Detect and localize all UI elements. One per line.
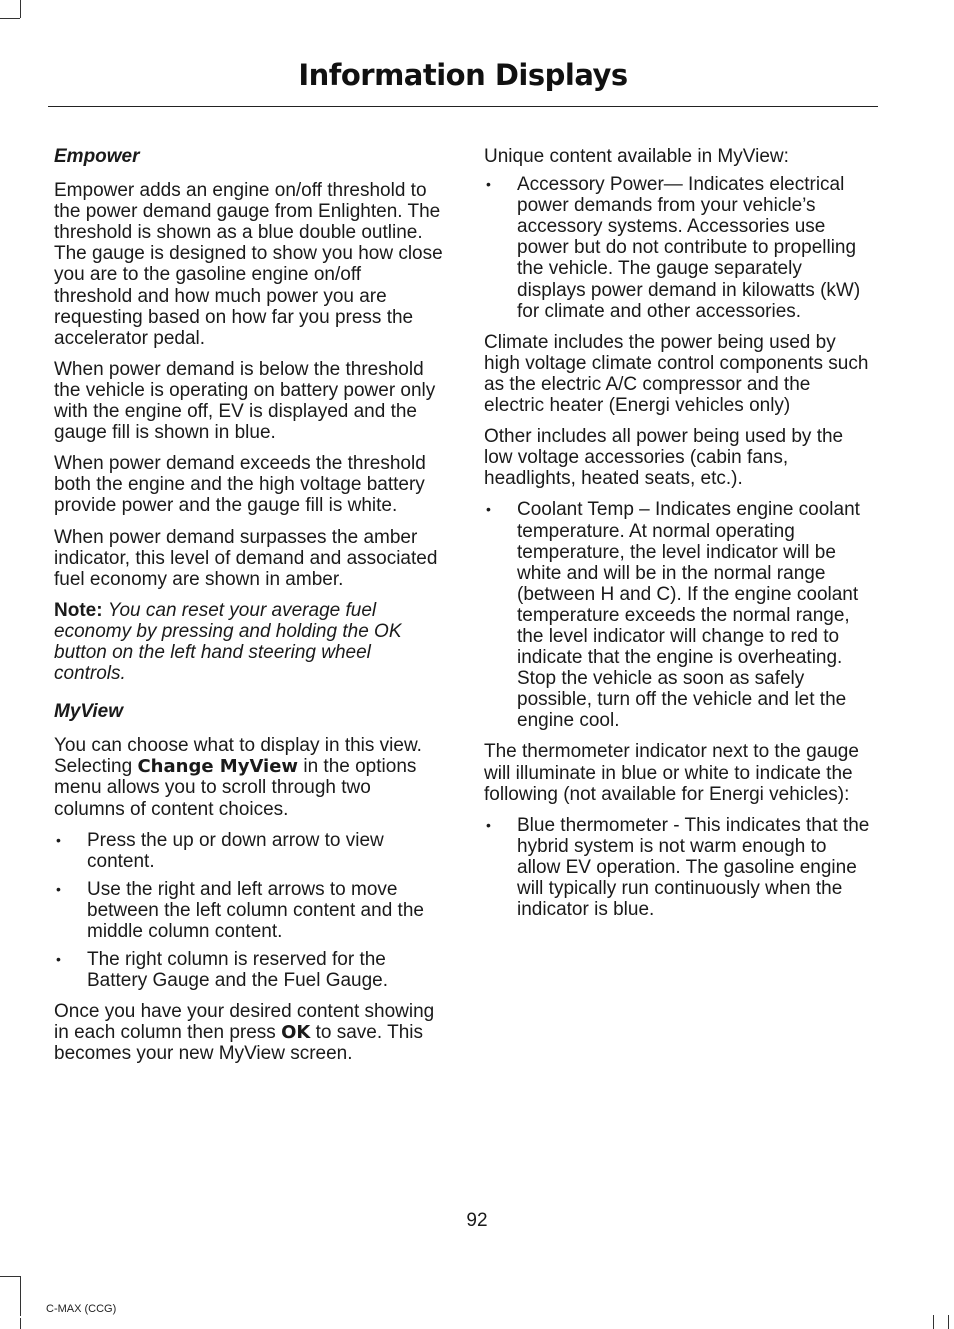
crop-mark-top-left-horizontal [0, 18, 20, 19]
myview-bullet-list [54, 830, 444, 992]
accessory-bullet-list [484, 174, 874, 322]
myview-p2-text-b: to save. This becomes your new MyView screen. [54, 1022, 423, 1065]
empower-paragraph-1: Empower adds an engine on/off threshold to the power demand gauge from Enlighten. The threshold is shown as a blue double outline. The gauge is designed to show you how close you are to the gasoline engine on/off threshold and how much power you are requesting based on how far you press the accelerator pedal. [54, 180, 443, 349]
bullet-marker: • [486, 501, 491, 518]
change-myview-label: Change MyView [137, 756, 299, 778]
list-item [54, 879, 444, 942]
model-code: C-MAX (CCG) [46, 1303, 117, 1315]
note-label: Note: [54, 599, 103, 621]
crop-mark-bottom-right-tick-1 [933, 1315, 934, 1329]
list-item [484, 499, 874, 731]
list-item-text: The right column is reserved for the Battery Gauge and the Fuel Gauge. [87, 949, 389, 992]
list-item [484, 815, 874, 920]
empower-paragraph-3: When power demand exceeds the threshold both the engine and the high voltage battery provide power and the gauge fill is white. [54, 453, 426, 517]
right-column [484, 146, 874, 930]
list-item-text: Press the up or down arrow to view content. [87, 829, 384, 872]
crop-mark-bottom-left-vertical [20, 1276, 21, 1316]
list-item [54, 949, 444, 991]
page-number: 92 [466, 1210, 488, 1231]
myview-paragraph-2 [54, 1001, 444, 1064]
bullet-marker: • [486, 176, 491, 193]
empower-heading: Empower [54, 146, 140, 167]
left-column [54, 146, 444, 1075]
note-text: You can reset your average fuel economy by pressing and holding the OK button on the left hand steering wheel controls. [54, 599, 402, 685]
ok-label: OK [281, 1022, 311, 1044]
myview-p2-text-a: Once you have your desired content showing in each column then press [54, 1001, 435, 1044]
coolant-bullet-list [484, 499, 874, 731]
other-paragraph: Other includes all power being used by the low voltage accessories (cabin fans, headlights, heated seats, etc.). [484, 426, 844, 490]
list-item-text: Accessory Power— Indicates electrical power demands from your vehicle’s accessory systems. Accessories use power but do not contribute to propelling the vehicle. The gauge separately displays power demand in kilowatts (kW) for climate and other accessories. [517, 174, 861, 322]
bullet-marker: • [56, 880, 61, 897]
empower-paragraph-4: When power demand surpasses the amber indicator, this level of demand and associated fuel economy are shown in amber. [54, 526, 438, 590]
list-item-text: Blue thermometer - This indicates that the hybrid system is not warm enough to allow EV operation. The gasoline engine will typically run continuously when the indicator is blue. [517, 814, 870, 921]
note-paragraph [54, 600, 444, 684]
myview-heading: MyView [54, 701, 123, 723]
bullet-marker: • [486, 816, 491, 833]
list-item [54, 830, 444, 872]
page-title: Information Displays [298, 58, 628, 92]
title-divider [48, 106, 878, 107]
crop-mark-bottom-left-tick [20, 1318, 21, 1329]
thermometer-paragraph: The thermometer indicator next to the gauge will illuminate in blue or white to indicate the following (not available for Energi vehicles): [484, 741, 859, 805]
myview-paragraph-1 [54, 735, 444, 819]
crop-mark-bottom-left-horizontal [0, 1276, 20, 1277]
myview-p1-text-a: You can choose what to display in this view. Selecting [54, 735, 422, 778]
myview-content-intro: Unique content available in MyView: [484, 146, 789, 167]
list-item [484, 174, 874, 322]
myview-p1-text-b: in the options menu allows you to scroll through two columns of content choices. [54, 756, 417, 820]
crop-mark-top-left-vertical [20, 0, 21, 18]
list-item-text: Use the right and left arrows to move between the left column content and the middle column content. [87, 878, 424, 942]
crop-mark-bottom-right-tick-2 [948, 1315, 949, 1329]
bullet-marker: • [56, 831, 61, 848]
list-item-text: Coolant Temp – Indicates engine coolant temperature. At normal operating temperature, the level indicator will be white and will be in the normal range (between H and C). If the engine coolant temperature exceeds the normal range, the level indicator will change to red to indicate that the engine is overheating. Stop the vehicle as soon as safely possible, turn off the vehicle and let the engine cool. [517, 499, 860, 732]
empower-paragraph-2: When power demand is below the threshold the vehicle is operating on battery power only with the engine off, EV is displayed and the gauge fill is shown in blue. [54, 358, 436, 444]
climate-paragraph: Climate includes the power being used by high voltage climate control components such as the electric A/C compressor and the electric heater (Energi vehicles only) [484, 331, 869, 417]
bullet-marker: • [56, 951, 61, 968]
thermometer-bullet-list [484, 815, 874, 920]
